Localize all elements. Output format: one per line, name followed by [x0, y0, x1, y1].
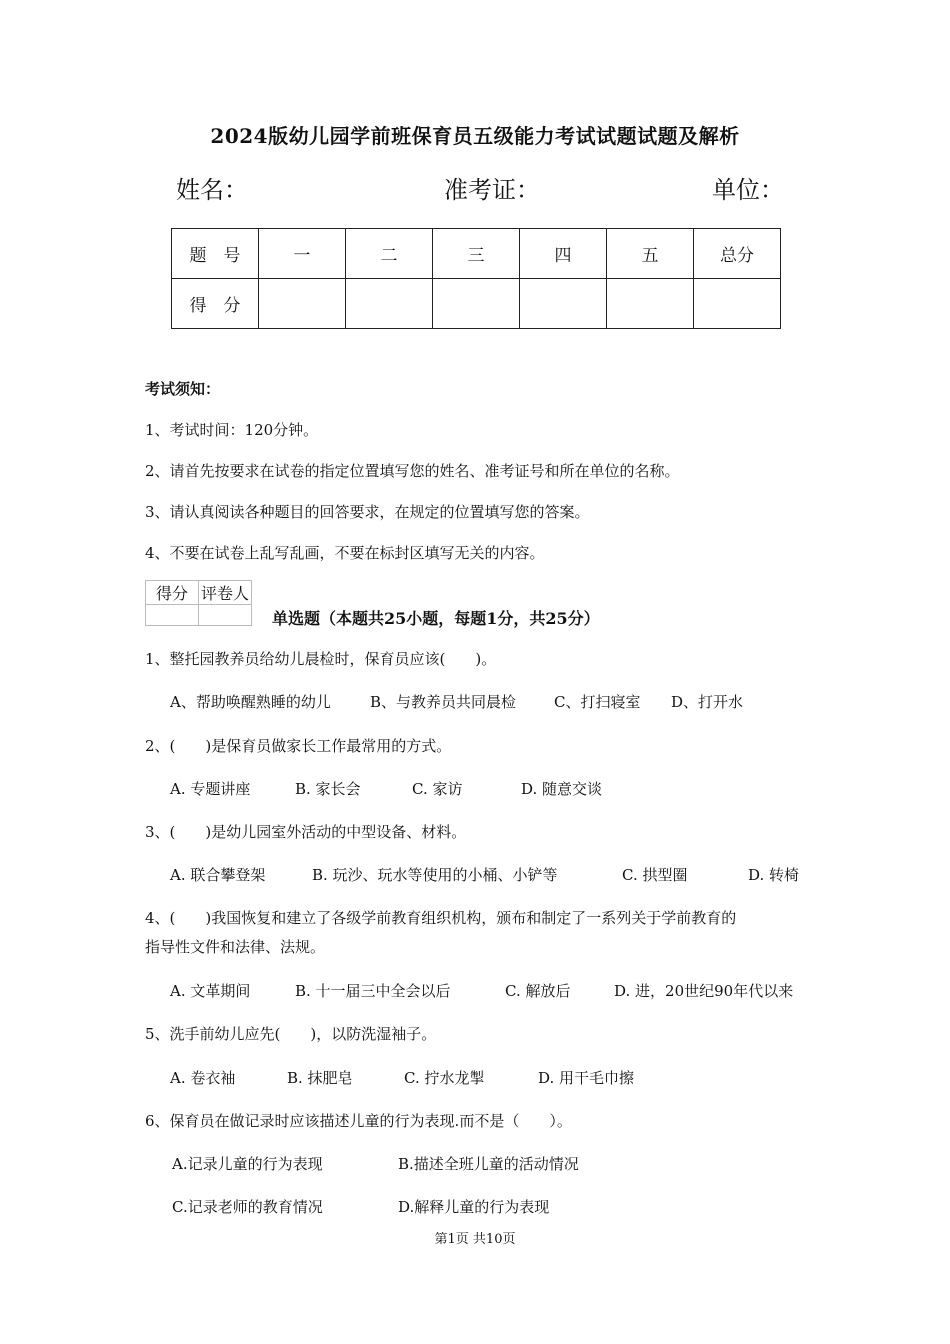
score-entry-cell[interactable]	[346, 279, 433, 329]
score-table-score-row	[172, 279, 781, 329]
option-a: A. 卷衣袖	[170, 1069, 236, 1087]
option-c: C.记录老师的教育情况	[172, 1198, 323, 1216]
option-a: A. 联合攀登架	[170, 866, 266, 884]
option-b: B. 家长会	[295, 780, 361, 798]
score-table-cell: 二	[346, 229, 433, 279]
option-c: C. 拱型圈	[622, 866, 688, 884]
score-entry-cell[interactable]	[607, 279, 694, 329]
question-stem: 5、洗手前幼儿应先( )，以防洗湿袖子。	[145, 1025, 437, 1043]
option-c: C、打扫寝室	[554, 693, 641, 711]
score-entry-cell[interactable]	[520, 279, 607, 329]
score-entry-cell[interactable]	[433, 279, 520, 329]
option-a: A. 文革期间	[170, 982, 251, 1000]
option-d: D. 进，20世纪90年代以来	[614, 982, 794, 1000]
score-table-cell: 五	[607, 229, 694, 279]
question-stem: 3、( )是幼儿园室外活动的中型设备、材料。	[145, 823, 467, 841]
grader-box	[145, 580, 252, 626]
option-c: C. 解放后	[505, 982, 571, 1000]
score-table-cell: 四	[520, 229, 607, 279]
grader-score-label: 得分	[146, 581, 199, 605]
question-stem: 2、( )是保育员做家长工作最常用的方式。	[145, 737, 452, 755]
option-c: C. 拧水龙掣	[404, 1069, 485, 1087]
grader-score-cell[interactable]	[146, 605, 199, 626]
score-entry-cell[interactable]	[694, 279, 781, 329]
question-stem: 4、( )我国恢复和建立了各级学前教育组织机构，颁布和制定了一系列关于学前教育的	[145, 909, 737, 927]
option-b: B.描述全班儿童的活动情况	[398, 1155, 579, 1173]
option-b: B. 抹肥皂	[287, 1069, 353, 1087]
option-b: B. 玩沙、玩水等使用的小桶、小铲等	[312, 866, 558, 884]
question-stem-continued: 指导性文件和法律、法规。	[145, 938, 326, 956]
option-a: A.记录儿童的行为表现	[172, 1155, 323, 1173]
score-table-cell: 三	[433, 229, 520, 279]
option-d: D. 用干毛巾擦	[538, 1069, 635, 1087]
score-entry-cell[interactable]	[259, 279, 346, 329]
question-stem: 6、保育员在做记录时应该描述儿童的行为表现.而不是（ ）。	[145, 1112, 572, 1130]
notice-item: 4、不要在试卷上乱写乱画，不要在标封区填写无关的内容。	[145, 544, 545, 562]
grader-name-cell[interactable]	[199, 605, 252, 626]
score-table-header-row	[172, 229, 781, 279]
option-b: B、与教养员共同晨检	[370, 693, 517, 711]
score-table-cell: 得 分	[172, 279, 259, 329]
grader-name-label: 评卷人	[199, 581, 252, 605]
score-table-cell: 题 号	[172, 229, 259, 279]
page-title: 2024版幼儿园学前班保育员五级能力考试试题试题及解析	[210, 124, 740, 148]
option-d: D. 转椅	[748, 866, 800, 884]
notice-heading: 考试须知：	[145, 380, 221, 398]
unit-field-label: 单位：	[712, 176, 784, 204]
option-d: D.解释儿童的行为表现	[398, 1198, 550, 1216]
score-table-cell: 一	[259, 229, 346, 279]
name-field-label: 姓名：	[176, 176, 248, 204]
page-footer: 第1页 共10页	[434, 1232, 516, 1247]
section-title: 单选题（本题共25小题，每题1分，共25分）	[272, 609, 600, 628]
notice-item: 1、考试时间：120分钟。	[145, 421, 319, 439]
score-table-cell: 总分	[694, 229, 781, 279]
option-d: D、打开水	[671, 693, 744, 711]
score-table	[171, 228, 781, 329]
exam-id-field-label: 准考证：	[444, 176, 540, 204]
option-a: A、帮助唤醒熟睡的幼儿	[170, 693, 331, 711]
option-c: C. 家访	[412, 780, 463, 798]
notice-item: 2、请首先按要求在试卷的指定位置填写您的姓名、准考证号和所在单位的名称。	[145, 462, 680, 480]
question-stem: 1、整托园教养员给幼儿晨检时，保育员应该( )。	[145, 650, 497, 668]
notice-item: 3、请认真阅读各种题目的回答要求，在规定的位置填写您的答案。	[145, 503, 590, 521]
option-d: D. 随意交谈	[521, 780, 603, 798]
option-b: B. 十一届三中全会以后	[295, 982, 451, 1000]
option-a: A. 专题讲座	[170, 780, 251, 798]
